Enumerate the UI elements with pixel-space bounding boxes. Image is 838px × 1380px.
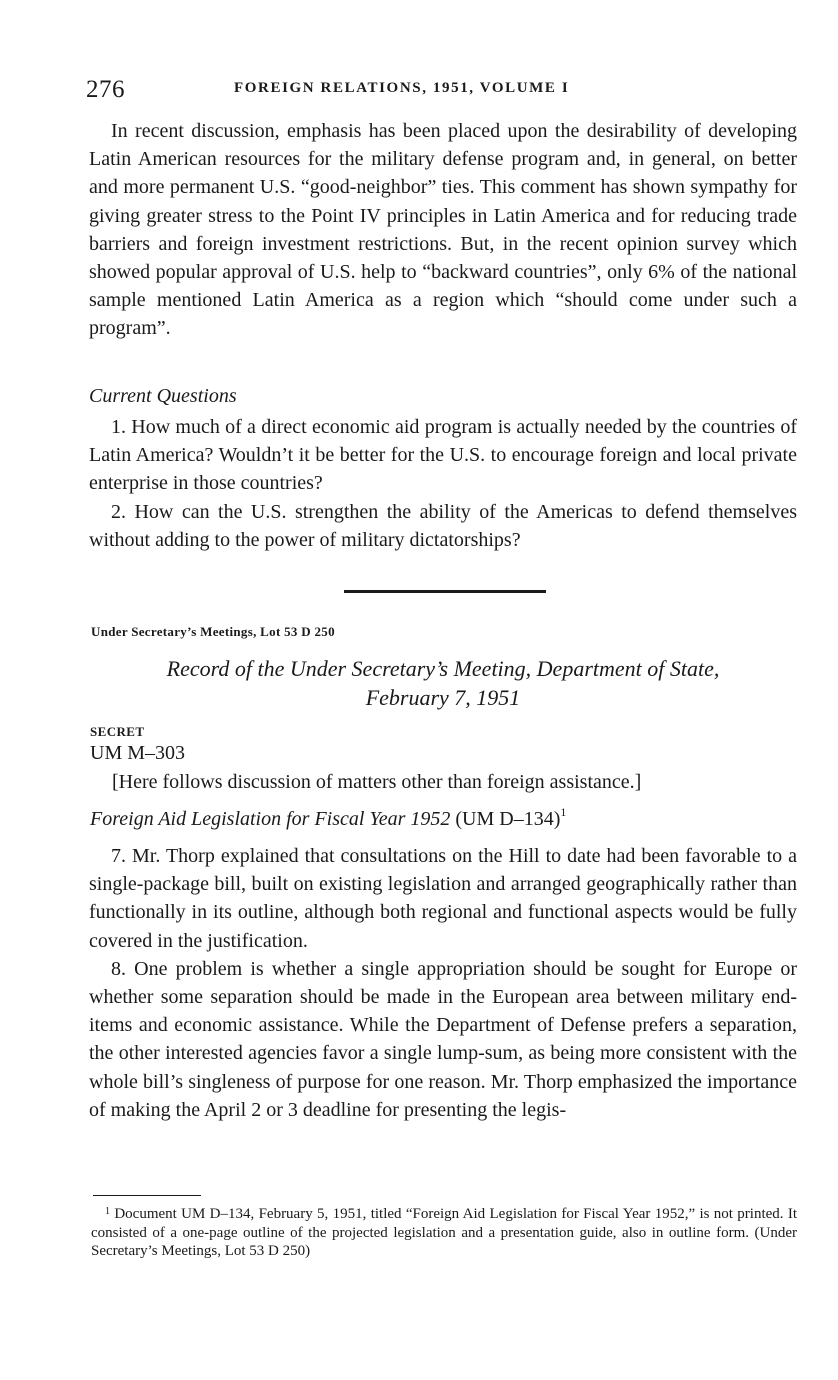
- footnote-mark: 1: [105, 1206, 110, 1217]
- document-title-line: Record of the Under Secretary’s Meeting, Department of State,: [166, 656, 720, 681]
- running-head: [86, 76, 798, 106]
- footnote-reference: 1: [560, 805, 567, 819]
- question-item: 1. How much of a direct economic aid program is actually needed by the countries of Latin America? Wouldn’t it be better for the U.S. to encourage foreign and local private enterprise in those countries?: [89, 416, 797, 495]
- intro-paragraph: In recent discussion, emphasis has been placed upon the desirability of developing Latin American resources for the military defense program and, in general, on better and more permanent U.S. “good-neighbor” ties. This comment has shown sympathy for giving greater stress to the Point IV principles in Latin America and for reducing trade barriers and foreign investment restrictions. But, in the recent opinion survey which showed popular approval of U.S. help to “backward countries”, only 6% of the national sample mentioned Latin America as a region which “should come under such a program”.: [89, 120, 797, 340]
- source-note: Under Secretary’s Meetings, Lot 53 D 250: [91, 624, 335, 639]
- question-item: 2. How can the U.S. strengthen the ability of the Americas to defend themselves without adding to the power of military dictatorships?: [89, 500, 797, 551]
- editorial-note: [Here follows discussion of matters other than foreign assistance.]: [112, 771, 642, 793]
- classification-marking: SECRET: [90, 724, 145, 739]
- meeting-minutes: [89, 842, 797, 1124]
- questions-heading: Current Questions: [89, 385, 237, 407]
- minutes-paragraph: 8. One problem is whether a single appropriation should be sought for Europe or whether some separation should be made in the European area between military end-items and economic assistance. While the Department of Defense prefers a separation, the other interested agencies favor a single lump-sum, as being more consistent with the whole bill’s singleness of purpose for one reason. Mr. Thorp emphasized the importance of making the April 2 or 3 deadline for presenting the legis-: [89, 957, 797, 1121]
- meeting-number: UM M–303: [90, 742, 186, 764]
- minutes-paragraph: 7. Mr. Thorp explained that consultations on the Hill to date had been favorable to a single-package bill, built on existing legislation and arranged geographically rather than functionally in its outline, although both regional and functional aspects would be fully covered in the justification.: [89, 845, 797, 952]
- agenda-heading: [90, 805, 567, 831]
- footnote: [91, 1205, 797, 1261]
- page-number: 276: [86, 76, 125, 103]
- footnote-divider: [93, 1195, 201, 1196]
- agenda-reference: (UM D–134): [450, 808, 561, 830]
- document-title: [90, 654, 796, 712]
- questions-list: [89, 413, 797, 554]
- intro-section: [89, 117, 797, 343]
- document-date: February 7, 1951: [365, 685, 521, 710]
- footnote-text: Document UM D–134, February 5, 1951, titled “Foreign Aid Legislation for Fiscal Year 1952,” is not printed. It consisted of a one-page outline of the projected legislation and a presentation guide, also in outline form. (Under Secretary’s Meetings, Lot 53 D 250): [91, 1206, 798, 1259]
- running-title: FOREIGN RELATIONS, 1951, VOLUME I: [234, 80, 570, 96]
- agenda-title: Foreign Aid Legislation for Fiscal Year 1952: [90, 808, 451, 830]
- section-divider: [344, 590, 546, 593]
